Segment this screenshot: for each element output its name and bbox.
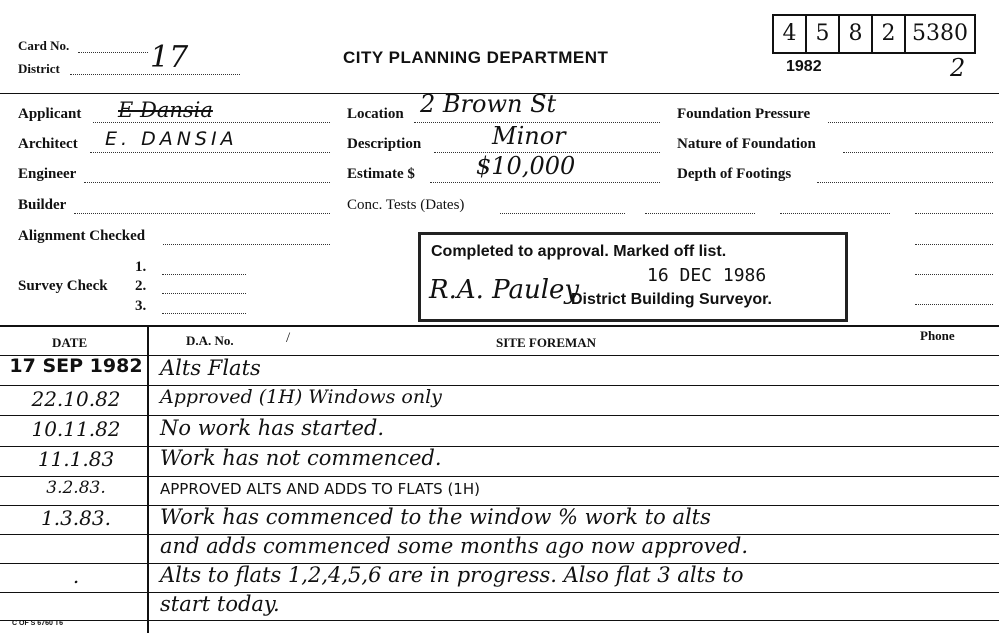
estimate-line xyxy=(430,182,660,183)
col-phone-header: Phone xyxy=(920,328,955,343)
builder-label: Builder xyxy=(18,197,67,213)
conc-line-5 xyxy=(915,244,993,245)
district-label: District xyxy=(18,61,60,76)
table-row-text-8: Alts to flats 1,2,4,5,6 are in progress. Also flat 3 alts to xyxy=(160,563,744,587)
card-suffix: 2 xyxy=(950,54,966,82)
table-row-date-1: 17 SEP 1982 xyxy=(9,355,143,377)
engineer-line xyxy=(84,182,330,183)
card-no-label: Card No. xyxy=(18,38,70,53)
survey-item-1: 1. xyxy=(135,259,147,275)
col-da-mark: / xyxy=(286,330,291,346)
stamp-line-1: Completed to approval. Marked off list. xyxy=(431,243,727,260)
survey-line-1 xyxy=(162,274,246,275)
col-date-header: DATE xyxy=(52,335,88,350)
col-da-header: D.A. No. xyxy=(186,333,234,348)
table-row-text-2: Approved (1H) Windows only xyxy=(160,386,442,408)
survey-item-3: 3. xyxy=(135,298,147,314)
card-no-line xyxy=(78,52,148,53)
survey-line-3 xyxy=(162,313,246,314)
conc-line-1 xyxy=(500,213,625,214)
table-row-date-6: 1.3.83. xyxy=(41,506,111,530)
stamp-line-2: District Building Surveyor. xyxy=(571,291,772,308)
description-value: Minor xyxy=(492,122,566,150)
stamp-signature: R.A. Pauley xyxy=(429,275,580,305)
conc-line-3 xyxy=(780,213,890,214)
approval-stamp xyxy=(418,232,848,322)
description-label: Description xyxy=(347,136,422,152)
row-rule-8 xyxy=(0,592,999,593)
conc-tests-label: Conc. Tests (Dates) xyxy=(347,197,465,213)
card-box-4: 2 xyxy=(873,16,906,52)
conc-line-4 xyxy=(915,213,993,214)
table-row-date-4: 11.1.83 xyxy=(37,447,115,471)
row-rule-1 xyxy=(0,385,999,386)
nature-foundation-line xyxy=(843,152,993,153)
table-row-text-9: start today. xyxy=(160,592,280,616)
table-row-text-4: Work has not commenced. xyxy=(160,446,442,470)
district-value: 17 xyxy=(150,40,189,75)
row-rule-4 xyxy=(0,476,999,477)
card-box-1: 4 xyxy=(774,16,807,52)
estimate-value: $10,000 xyxy=(476,152,576,180)
stamp-date: 16 DEC 1986 xyxy=(647,265,767,286)
year: 1982 xyxy=(786,58,822,75)
card-number-boxes xyxy=(772,14,976,54)
location-label: Location xyxy=(347,106,404,122)
alignment-line xyxy=(163,244,330,245)
foundation-pressure-line xyxy=(828,122,993,123)
table-row-text-3: No work has started. xyxy=(160,416,385,440)
depth-footings-line xyxy=(817,182,993,183)
header-row-rule xyxy=(0,355,999,356)
table-row-date-8: . xyxy=(72,564,80,588)
alignment-label: Alignment Checked xyxy=(18,228,146,244)
table-row-text-6: Work has commenced to the window % work to alts xyxy=(160,505,711,529)
card-box-2: 5 xyxy=(807,16,840,52)
survey-label: Survey Check xyxy=(18,278,108,294)
department-title: CITY PLANNING DEPARTMENT xyxy=(343,48,609,67)
table-row-date-3: 10.11.82 xyxy=(31,417,121,441)
conc-line-2 xyxy=(645,213,755,214)
card-box-3: 8 xyxy=(840,16,873,52)
architect-label: Architect xyxy=(18,136,78,152)
survey-item-2: 2. xyxy=(135,278,147,294)
applicant-label: Applicant xyxy=(18,106,82,122)
foundation-pressure-label: Foundation Pressure xyxy=(677,106,811,122)
nature-foundation-label: Nature of Foundation xyxy=(677,136,816,152)
table-row-text-7: and adds commenced some months ago now approved. xyxy=(160,534,749,558)
table-row-text-1: Alts Flats xyxy=(160,356,261,380)
applicant-line xyxy=(93,122,330,123)
engineer-label: Engineer xyxy=(18,166,77,182)
depth-footings-label: Depth of Footings xyxy=(677,166,792,182)
builder-line xyxy=(74,213,330,214)
conc-line-6 xyxy=(915,274,993,275)
conc-line-7 xyxy=(915,304,993,305)
col-foreman-header: SITE FOREMAN xyxy=(496,335,597,350)
architect-line xyxy=(90,152,330,153)
location-value: 2 Brown St xyxy=(420,90,557,118)
table-row-text-5: APPROVED ALTS AND ADDS TO FLATS (1H) xyxy=(160,480,480,498)
card-box-5: 5380 xyxy=(912,21,968,46)
table-row-date-5: 3.2.83. xyxy=(46,478,106,498)
row-rule-2 xyxy=(0,415,999,416)
row-rule-9 xyxy=(0,620,999,621)
date-column-divider xyxy=(147,325,149,633)
row-rule-3 xyxy=(0,446,999,447)
form-code: C OF S 6760 T6 xyxy=(12,620,63,627)
estimate-label: Estimate $ xyxy=(347,166,415,182)
survey-line-2 xyxy=(162,293,246,294)
table-top-rule xyxy=(0,325,999,327)
table-row-date-2: 22.10.82 xyxy=(31,387,121,411)
architect-value: E. DANSIA xyxy=(105,128,238,150)
applicant-value: E Dansia xyxy=(118,98,213,122)
